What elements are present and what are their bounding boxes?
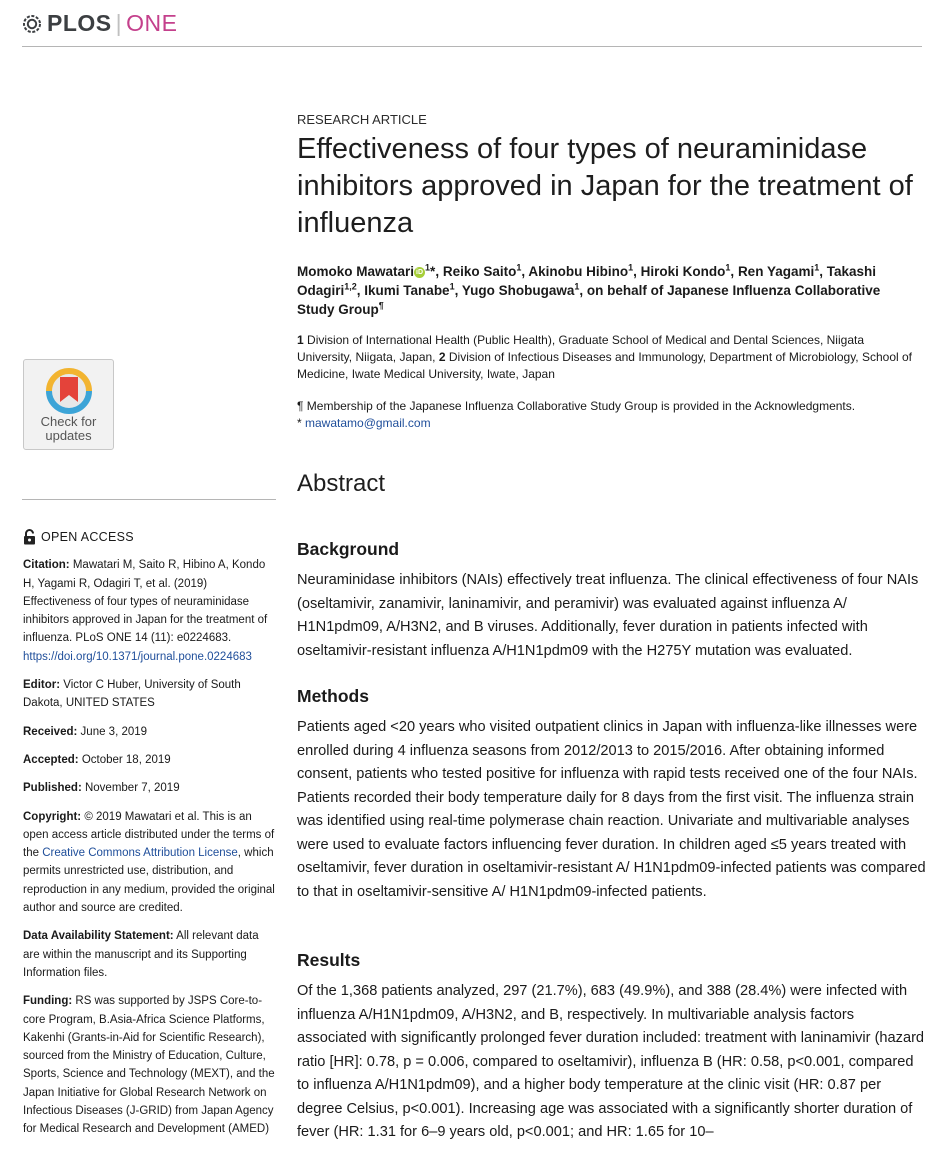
logo-one-text: ONE	[126, 10, 178, 36]
citation-block	[23, 556, 275, 666]
license-link[interactable]: Creative Commons Attribution License	[42, 847, 238, 860]
group-mark: ¶	[378, 300, 384, 311]
citation-label: Citation:	[23, 559, 70, 572]
journal-logo[interactable]	[22, 10, 177, 37]
received-label: Received:	[23, 725, 78, 738]
email-link[interactable]: mawatamo@gmail.com	[305, 416, 431, 430]
open-lock-icon	[23, 529, 36, 545]
author-group: on behalf of Japanese Influenza Collaborative Study Group	[297, 283, 881, 317]
article-type: RESEARCH ARTICLE	[297, 112, 427, 127]
membership-note: ¶ Membership of the Japanese Influenza Collaborative Study Group is provided in the Acknowledgments.	[297, 399, 856, 413]
author-name[interactable]: Akinobu Hibino	[528, 264, 629, 279]
funding-label: Funding:	[23, 995, 73, 1008]
results-text: Of the 1,368 patients analyzed, 297 (21.7%), 683 (49.9%), and 388 (28.4%) were infected with influenza A/H1N1pdm09, A/H3N2, and B, respectively. In multivariable analysis factors associated with significantly prolonged fever duration included: treatment with laninamivir (hazard ratio [HR]: 0.78, p = 0.006, compared to oseltamivir), influenza B (HR: 0.58, p<0.001, compared to influenza A/H1N1pdm09), and a higher body temperature at the clinic visit (HR: 0.87 per degree Celsius, p<0.001). Increasing age was associated with a significantly shorter duration of fever (HR: 1.31 for 6–9 years old, p<0.001; and HR: 1.65 for 10–	[297, 983, 925, 1140]
published-block	[23, 779, 275, 797]
author-notes	[297, 398, 917, 432]
author-name[interactable]: Takashi Odagiri	[297, 264, 877, 298]
author-affil-sup: 1	[574, 281, 580, 292]
author-name[interactable]: Yugo Shobugawa	[461, 283, 575, 298]
copyright-block	[23, 808, 275, 918]
data-availability-block	[23, 927, 275, 982]
accepted-block	[23, 751, 275, 769]
results-heading: Results	[297, 950, 361, 970]
funding-block	[23, 992, 275, 1138]
abstract-heading: Abstract	[297, 470, 386, 497]
author-affil-sup: 1,2	[344, 281, 357, 292]
logo-separator: |	[115, 10, 123, 36]
journal-header	[22, 8, 922, 47]
affiliation-text: Division of Infectious Diseases and Immunology, Department of Microbiology, School of Medicine, Iwate Medical University, Iwate, Japan	[297, 350, 912, 381]
corresponding-star: *	[297, 416, 302, 430]
author-affil-sup: 1	[449, 281, 455, 292]
author-name[interactable]: Reiko Saito	[442, 264, 517, 279]
data-availability-label: Data Availability Statement:	[23, 930, 174, 943]
received-date: June 3, 2019	[80, 725, 148, 738]
open-access-text: OPEN ACCESS	[41, 530, 134, 544]
copyright-text: © 2019 Mawatari et al. This is an open access article distributed under the terms of the	[23, 810, 275, 860]
author-name[interactable]: Ikumi Tanabe	[364, 283, 450, 298]
author-affil-sup: 1	[725, 262, 731, 273]
author-affil-sup: 1	[516, 262, 522, 273]
logo-plos-text: PLOS	[47, 10, 112, 36]
orcid-icon[interactable]: iD	[416, 268, 424, 276]
accepted-label: Accepted:	[23, 753, 79, 766]
copyright-label: Copyright:	[23, 810, 82, 823]
accepted-date: October 18, 2019	[81, 753, 171, 766]
badge-label-line2: updates	[45, 428, 92, 443]
editor-block	[23, 676, 275, 713]
author-name[interactable]: Momoko Mawatari	[297, 264, 415, 279]
author-list: Momoko Mawatari iD $^1$*, Reiko Saito$^1$, Akinobu Hibino$^1$, Hiroki Kondo$^1$, Ren Yagami$^1$, Takashi Odagiri$^{1,2}$, Ikumi Tanabe$^1$, Yugo Shobugawa$^1$, on behalf of Japanese Influenza Collaborative Study Group¶	[297, 262, 881, 317]
received-block	[23, 723, 275, 741]
published-date: November 7, 2019	[84, 782, 180, 795]
crossmark-icon	[46, 368, 92, 414]
editor-label: Editor:	[23, 679, 61, 692]
affiliations	[297, 332, 917, 383]
author-name[interactable]: Hiroki Kondo	[640, 264, 726, 279]
background-heading: Background	[297, 539, 400, 559]
corresponding-mark: *	[430, 264, 436, 279]
author-affil-sup: 1	[814, 262, 820, 273]
open-access-label	[23, 528, 275, 546]
article-sidebar	[23, 528, 275, 1149]
affiliation-number: 1	[297, 333, 304, 347]
citation-text: Mawatari M, Saito R, Hibino A, Kondo H, Yagami R, Odagiri T, et al. (2019) Effectiveness of four types of neuraminidase inhibitors approved in Japan for the treatment of influenza. PLoS ONE 14 (11): e0224683.	[23, 559, 268, 645]
methods-text: Patients aged <20 years who visited outpatient clinics in Japan with influenza-like illnesses were enrolled during 4 influenza seasons from 2012/2013 to 2015/2016. After obtaining informed consent, patients who tested positive for influenza with rapid tests received one of the four NAIs. Patients recorded their body temperature daily for 8 days from the first visit. The influenza strain was identified using real-time polymerase chain reaction. Univariate and multivariable analyses were used to evaluate factors influencing fever duration. In children aged ≤5 years treated with oseltamivir, fever duration in oseltamivir-resistant A/ H1N1pdm09-infected patients was compared to that in oseltamivir-sensitive A/ H1N1pdm09-infected patients.	[297, 719, 926, 900]
editor-text: Victor C Huber, University of South Dakota, UNITED STATES	[23, 679, 241, 710]
author-name[interactable]: Ren Yagami	[737, 264, 815, 279]
funding-text: RS was supported by JSPS Core-to-core Program, B.Asia-Africa Science Platforms, Kakenhi (Grants-in-Aid for Scientific Research), sourced from the Ministry of Education, Culture, Sports, Science and Technology (MEXT), and the Japan Initiative for Global Research Network on Infectious Diseases (J-GRID) from Japan Agency for Medical Research and Development (AMED)	[23, 995, 275, 1136]
data-availability-text: All relevant data are within the manuscript and its Supporting Information files.	[23, 930, 259, 979]
background-text: Neuraminidase inhibitors (NAIs) effectively treat influenza. The clinical effectiveness of four NAIs (oseltamivir, zanamivir, laninamivir, and peramivir) was evaluated against influenza A/ H1N1pdm09, A/H3N2, and B viruses. Additionally, fever duration in patients infected with oseltamivir-resistant influenza A/H1N1pdm09 with the H275Y mutation was evaluated.	[297, 572, 919, 659]
plos-logo-icon	[22, 14, 42, 34]
badge-label	[24, 415, 113, 443]
citation-doi-link[interactable]: https://doi.org/10.1371/journal.pone.0224683	[23, 650, 252, 663]
published-label: Published:	[23, 782, 82, 795]
check-for-updates-badge[interactable]	[23, 359, 114, 450]
corresponding-note	[297, 415, 917, 432]
methods-heading: Methods	[297, 686, 369, 706]
author-affil-sup: 1	[425, 262, 431, 273]
affiliation-text: Division of International Health (Public Health), Graduate School of Medical and Dental Sciences, Niigata University, Niigata, Japan,	[297, 333, 864, 364]
badge-label-line1: Check for	[40, 414, 97, 429]
article-title: Effectiveness of four types of neuraminidase inhibitors approved in Japan for the treatment of influenza	[297, 133, 913, 239]
copyright-text-end: , which permits unrestricted use, distribution, and reproduction in any medium, provided the original author and source are credited.	[23, 847, 275, 915]
sidebar-divider	[22, 499, 276, 500]
affiliation-number: 2	[438, 350, 446, 364]
author-affil-sup: 1	[628, 262, 634, 273]
